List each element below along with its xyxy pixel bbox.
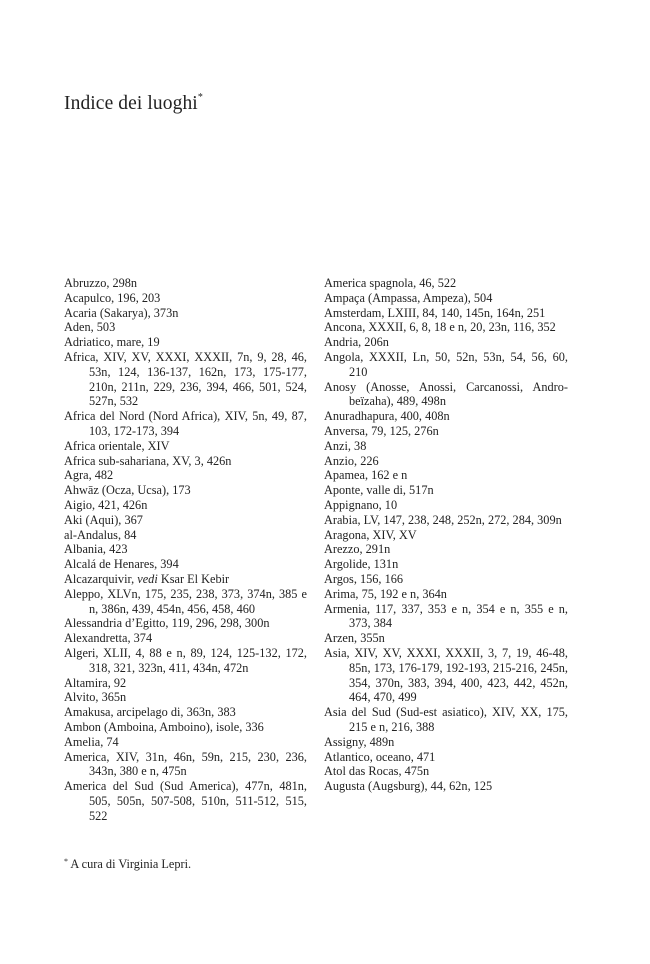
- index-entry: Arabia, LV, 147, 238, 248, 252n, 272, 284, 309n: [324, 512, 562, 527]
- index-entry: Anosy (Anosse, Anossi, Carcanossi, Andro-beïzaha), 489, 498n: [324, 379, 568, 409]
- index-entry: Anuradhapura, 400, 408n: [324, 409, 450, 424]
- index-entry: al-Andalus, 84: [64, 527, 137, 542]
- index-column-right: [324, 276, 568, 794]
- index-entry: Andria, 206n: [324, 335, 389, 350]
- footnote-text: A cura di Virginia Lepri.: [70, 857, 192, 871]
- index-entry: Aigio, 421, 426n: [64, 497, 148, 512]
- index-entry: Augusta (Augsburg), 44, 62n, 125: [324, 779, 493, 794]
- index-entry: Aki (Aqui), 367: [64, 512, 143, 527]
- index-entry: Africa del Nord (Nord Africa), XIV, 5n, 49, 87, 103, 172-173, 394: [64, 409, 307, 438]
- index-entry: Acapulco, 196, 203: [64, 290, 161, 305]
- index-entry: Amakusa, arcipelago di, 363n, 383: [64, 705, 236, 720]
- index-entry: Angola, XXXII, Ln, 50, 52n, 53n, 54, 56, 60, 210: [324, 349, 568, 379]
- index-entry: Anversa, 79, 125, 276n: [324, 423, 439, 438]
- index-entry: Armenia, 117, 337, 353 e n, 354 e n, 355 e n, 373, 384: [324, 601, 568, 631]
- index-entry: Alessandria d’Egitto, 119, 296, 298, 300n: [64, 616, 270, 631]
- index-entry: Alvito, 365n: [64, 690, 127, 705]
- index-entry: Appignano, 10: [324, 497, 398, 512]
- index-entry: Ahwāz (Ocza, Ucsa), 173: [64, 483, 191, 498]
- index-column-left: [64, 276, 307, 823]
- index-entry: Africa, XIV, XV, XXXI, XXXII, 7n, 9, 28, 46, 53n, 124, 136-137, 162n, 173, 175-177, 210n, 211n, 229, 236, 394, 466, 501, 524, 527n, 532: [64, 349, 307, 409]
- index-entry: Algeri, XLII, 4, 88 e n, 89, 124, 125-132, 172, 318, 321, 323n, 411, 434n, 472n: [64, 645, 307, 675]
- index-entry: Aleppo, XLVn, 175, 235, 238, 373, 374n, 385 e n, 386n, 439, 454n, 456, 458, 460: [64, 586, 307, 616]
- page-title-text: Indice dei luoghi: [64, 93, 198, 114]
- index-entry: Aden, 503: [64, 320, 116, 335]
- index-entry: Asia del Sud (Sud-est asiatico), XIV, XX, 175, 215 e n, 216, 388: [324, 705, 568, 734]
- index-entry: Albania, 423: [64, 542, 128, 557]
- index-entry: Ancona, XXXII, 6, 8, 18 e n, 20, 23n, 116, 352: [324, 320, 556, 335]
- index-entry: Anzio, 226: [324, 453, 379, 468]
- index-entry: Abruzzo, 298n: [64, 276, 138, 290]
- index-entry: Atlantico, oceano, 471: [324, 749, 436, 764]
- index-entry: Arezzo, 291n: [324, 542, 391, 557]
- index-entry: Aponte, valle di, 517n: [324, 483, 434, 498]
- cross-reference-word: vedi: [137, 571, 158, 586]
- footnote-marker: *: [197, 92, 203, 103]
- index-entry: Apamea, 162 e n: [324, 468, 408, 483]
- index-entry: Ambon (Amboina, Amboino), isole, 336: [64, 719, 264, 734]
- index-entry: Altamira, 92: [64, 675, 127, 690]
- index-entry: Argos, 156, 166: [324, 571, 404, 586]
- index-entry: Aragona, XIV, XV: [324, 527, 417, 542]
- index-entry: Alexandretta, 374: [64, 631, 153, 646]
- index-entry: Argolide, 131n: [324, 557, 399, 572]
- index-entry: Assigny, 489n: [324, 734, 395, 749]
- index-entry: Africa sub-sahariana, XV, 3, 426n: [64, 453, 232, 468]
- index-entry: America, XIV, 31n, 46n, 59n, 215, 230, 236, 343n, 380 e n, 475n: [64, 749, 307, 779]
- index-entry: Asia, XIV, XV, XXXI, XXXII, 3, 7, 19, 46-48, 85n, 173, 176-179, 192-193, 215-216, 245n, 354, 370n, 383, 394, 400, 423, 442, 452n, 464, 470, 499: [324, 645, 568, 705]
- page-title: [64, 93, 203, 115]
- index-entry: Acaria (Sakarya), 373n: [64, 305, 179, 320]
- index-entry: Atol das Rocas, 475n: [324, 764, 430, 779]
- index-entry: Alcazarquivir, vedi Ksar El Kebir: [64, 571, 230, 586]
- index-entry: America del Sud (Sud America), 477n, 481n, 505, 505n, 507-508, 510n, 511-512, 515, 522: [64, 779, 307, 823]
- footnote-marker: *: [64, 857, 68, 866]
- index-entry: Anzi, 38: [324, 438, 367, 453]
- index-entry: Amelia, 74: [64, 734, 119, 749]
- footnote: [64, 857, 191, 872]
- index-entry: Alcalá de Henares, 394: [64, 557, 179, 572]
- index-entry: Arzen, 355n: [324, 631, 385, 646]
- index-entry: Adriatico, mare, 19: [64, 335, 160, 350]
- index-entry: Africa orientale, XIV: [64, 438, 170, 453]
- index-entry: Ampaça (Ampassa, Ampeza), 504: [324, 290, 493, 305]
- index-entry: America spagnola, 46, 522: [324, 276, 457, 290]
- index-entry: Agra, 482: [64, 468, 114, 483]
- index-entry: Amsterdam, LXIII, 84, 140, 145n, 164n, 251: [324, 305, 546, 320]
- index-entry: Arima, 75, 192 e n, 364n: [324, 586, 447, 601]
